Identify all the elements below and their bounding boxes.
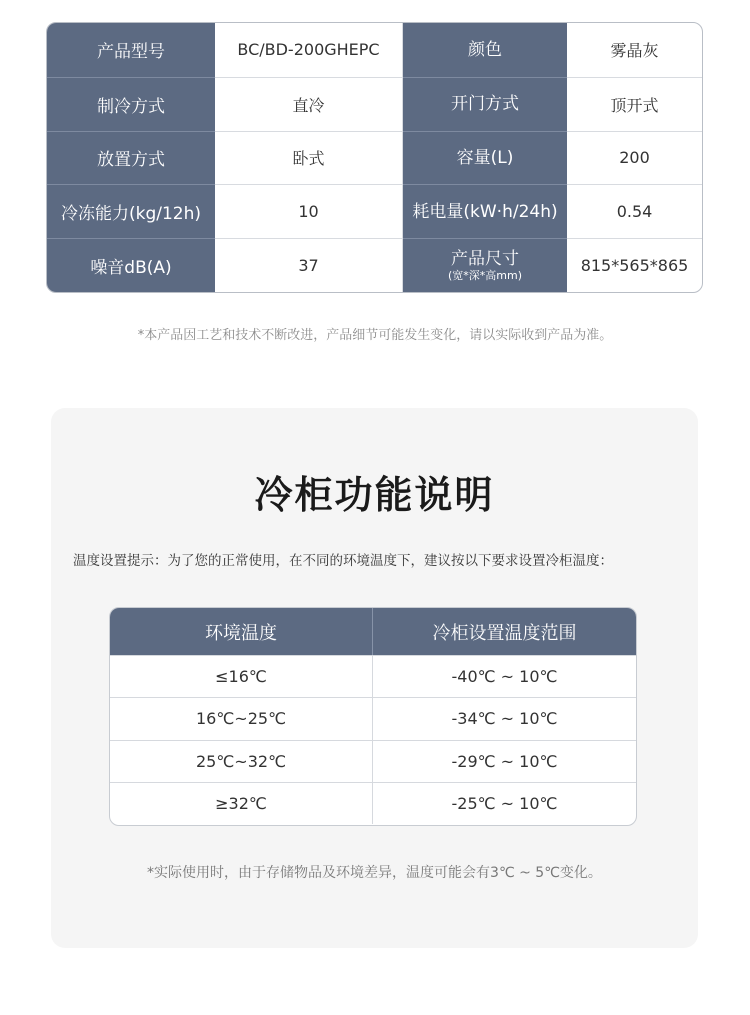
spec-label — [403, 77, 567, 131]
table-header — [110, 608, 636, 655]
temperature-tip: 温度设置提示：为了您的正常使用，在不同的环境温度下，建议按以下要求设置冷柜温度： — [73, 553, 613, 569]
spec-label: 制冷方式 — [47, 77, 215, 131]
spec-row — [47, 77, 702, 131]
spec-value: 卧式 — [215, 131, 403, 185]
table-row — [110, 655, 636, 697]
ambient-cell: ≤16℃ — [110, 656, 373, 697]
spec-label-text: 开门方式 — [451, 94, 519, 115]
range-cell: -29℃ ~ 10℃ — [451, 751, 558, 771]
range-cell: -40℃ ~ 10℃ — [451, 667, 558, 687]
spec-value: 雾晶灰 — [610, 41, 659, 61]
spec-row — [47, 184, 702, 238]
spec-value: 顶开式 — [567, 77, 702, 131]
spec-label: 放置方式 — [47, 131, 215, 185]
spec-label — [403, 184, 567, 238]
spec-label-text: 容量(L) — [456, 147, 514, 168]
table-row — [110, 697, 636, 739]
temperature-table — [109, 607, 637, 826]
header-range: 冷柜设置温度范围 — [432, 622, 577, 644]
spec-label: 产品型号 — [47, 23, 215, 77]
spec-row — [47, 23, 702, 77]
range-cell: -25℃ ~ 10℃ — [451, 794, 558, 814]
table-row — [110, 782, 636, 824]
spec-value: 10 — [215, 184, 403, 238]
spec-disclaimer: *本产品因工艺和技术不断改进，产品细节可能发生变化，请以实际收到产品为准。 — [137, 328, 613, 343]
spec-label — [403, 23, 567, 77]
spec-row — [47, 131, 702, 185]
spec-row — [47, 238, 702, 292]
spec-label-text: 颜色 — [468, 39, 502, 60]
freezer-panel — [51, 408, 698, 948]
spec-value: 直冷 — [215, 77, 403, 131]
spec-label-text: 产品尺寸 — [451, 249, 519, 270]
spec-value: 0.54 — [567, 184, 702, 238]
usage-note: *实际使用时，由于存储物品及环境差异，温度可能会有3℃ ~ 5℃变化。 — [147, 865, 602, 881]
spec-label — [403, 131, 567, 185]
spec-value: 37 — [215, 238, 403, 292]
spec-label-sub: (宽*深*高mm) — [447, 269, 522, 283]
ambient-cell: 16℃~25℃ — [110, 698, 373, 739]
spec-value: 200 — [567, 131, 702, 185]
spec-label: 冷冻能力(kg/12h) — [47, 184, 215, 238]
spec-label — [403, 238, 567, 292]
ambient-cell: ≥32℃ — [110, 783, 373, 824]
range-cell: -34℃ ~ 10℃ — [451, 709, 558, 729]
spec-value: 815*565*865 — [567, 238, 702, 292]
table-row — [110, 740, 636, 782]
spec-table — [46, 22, 703, 293]
spec-label: 噪音dB(A) — [47, 238, 215, 292]
spec-value: BC/BD-200GHEPC — [215, 23, 403, 77]
header-ambient: 环境温度 — [110, 608, 373, 655]
spec-label-text: 耗电量(kW·h/24h) — [412, 201, 558, 222]
ambient-cell: 25℃~32℃ — [110, 741, 373, 782]
panel-title: 冷柜功能说明 — [254, 473, 495, 517]
